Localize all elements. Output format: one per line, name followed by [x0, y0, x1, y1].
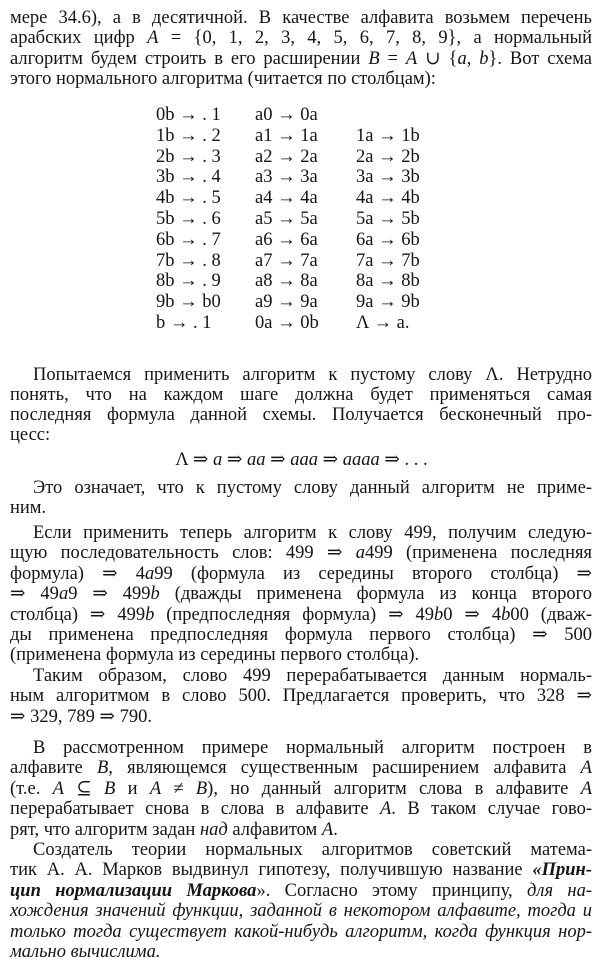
- text-line: [10, 942, 592, 962]
- text-line: [10, 758, 592, 778]
- text-segment: (т.е. A ⊆ B и A ≠ B), но данный алгоритм слова в алфавите A: [10, 778, 592, 799]
- scheme-cell: [356, 251, 456, 272]
- substitution-formula: a7 → 7a: [255, 250, 318, 271]
- substitution-formula: 9b → b0: [156, 292, 221, 313]
- substitution-formula: a6 → 6a: [255, 229, 318, 250]
- scheme-cell: [156, 313, 255, 334]
- substitution-formula: Λ → a.: [356, 312, 410, 333]
- substitution-formula: 8a → 8b: [356, 271, 420, 292]
- text-line: [10, 820, 592, 840]
- math-variable: A: [52, 778, 64, 799]
- text-segment: алфавитом A.: [227, 819, 338, 840]
- text-segment: ным алгоритмом в слово 500. Предлагается проверить, что 328 ⇒: [10, 686, 592, 707]
- substitution-formula: 4b → . 5: [156, 188, 221, 209]
- emphasis-term: «Прин-: [532, 860, 592, 881]
- text-line: [10, 686, 592, 706]
- text-line: [10, 779, 592, 799]
- scheme-cell: [255, 126, 356, 147]
- text-segment: рят, что алгоритм задан: [10, 819, 200, 840]
- substitution-formula: 4a → 4b: [356, 188, 420, 209]
- math-variable: A: [379, 799, 392, 820]
- algorithm-scheme: [156, 105, 456, 334]
- paragraph-intro: [10, 8, 592, 89]
- scheme-cell: [255, 313, 356, 334]
- substitution-formula: 2a → 2b: [356, 146, 420, 167]
- text-line: [10, 922, 592, 942]
- math-variable: b: [479, 48, 489, 69]
- scheme-cell: [255, 251, 356, 272]
- math-variable: a: [355, 543, 365, 564]
- math-variable: a: [58, 584, 69, 605]
- scheme-cell: [156, 167, 255, 188]
- substitution-formula: 6a → 6b: [356, 229, 420, 250]
- scheme-row: [156, 230, 456, 251]
- emphasis-term: цип нормализации Маркова: [10, 880, 257, 901]
- text-line: [10, 564, 592, 584]
- math-variable: A: [147, 28, 159, 49]
- scheme-cell: [356, 147, 456, 168]
- text-line: [10, 49, 592, 69]
- scheme-cell: [156, 251, 255, 272]
- scheme-row: [156, 251, 456, 272]
- scheme-cell: [356, 230, 456, 251]
- math-variable: a: [308, 450, 319, 470]
- text-line: [10, 365, 592, 385]
- text-line: [10, 405, 592, 425]
- math-variable: b: [145, 604, 155, 625]
- scheme-row: [156, 105, 456, 126]
- substitution-formula: 3b → . 4: [156, 167, 221, 188]
- formula-text: Λ ⇒ a ⇒ aa ⇒ aaa ⇒ aaaa ⇒ . . .: [175, 450, 428, 470]
- formula-infinite-process: [0, 450, 603, 470]
- scheme-cell: [356, 105, 456, 126]
- text-line: [10, 425, 592, 445]
- text-line: [10, 28, 592, 48]
- text-line: [10, 69, 592, 89]
- paragraph-markov-principle: [10, 738, 592, 962]
- substitution-formula: a5 → 5a: [255, 208, 318, 229]
- scheme-cell: [255, 105, 356, 126]
- text-segment: щую последовательность слов: 499 ⇒ a499 (применена последняя: [10, 543, 592, 564]
- substitution-formula: 9a → 9b: [356, 292, 420, 313]
- text-line: [10, 8, 592, 28]
- math-variable: a: [290, 450, 300, 470]
- substitution-formula: 0b → . 1: [156, 105, 221, 125]
- math-variable: a: [213, 450, 223, 470]
- scheme-cell: [255, 209, 356, 230]
- text-segment: мере 34.6), а в десятичной. В качестве алфавита возьмем перечень: [10, 8, 592, 28]
- text-line: [10, 605, 592, 625]
- substitution-formula: 1a → 1b: [356, 125, 420, 146]
- scheme-cell: [255, 292, 356, 313]
- substitution-formula: a3 → 3a: [255, 167, 318, 188]
- scheme-cell: [255, 271, 356, 292]
- scheme-cell: [156, 105, 255, 126]
- text-line: [10, 498, 592, 518]
- scheme-cell: [356, 188, 456, 209]
- italic-text: для на-: [527, 880, 592, 901]
- text-line: [10, 523, 592, 543]
- italic-text: только тогда существует какой-нибудь алгоритм, когда функция нор-: [10, 921, 592, 942]
- substitution-formula: a4 → 4a: [255, 188, 318, 209]
- scheme-cell: [356, 209, 456, 230]
- text-segment: Таким образом, слово 499 перерабатывается данным нормаль-: [33, 665, 592, 686]
- scheme-cell: [156, 271, 255, 292]
- italic-text: мально вычислима.: [10, 941, 161, 962]
- substitution-formula: a9 → 9a: [255, 292, 318, 313]
- math-variable: a: [247, 450, 257, 470]
- text-line: [10, 625, 592, 645]
- italic-text: хождения значений функции, заданной в некотором алфавите, тогда и: [10, 901, 592, 922]
- text-segment: ним.: [10, 498, 47, 518]
- math-variable: B: [104, 778, 116, 799]
- substitution-formula: 1b → . 2: [156, 125, 221, 146]
- substitution-formula: 8b → . 9: [156, 271, 221, 292]
- scheme-cell: [156, 292, 255, 313]
- text-line: [10, 860, 592, 880]
- math-variable: b: [150, 584, 160, 605]
- scheme-cell: [255, 188, 356, 209]
- text-segment: (применена формула из середины первого столбца).: [10, 645, 420, 666]
- text-segment: ды применена предпоследняя формула первого столбца) ⇒ 500: [10, 624, 592, 645]
- text-segment: перерабатывает снова в слова в алфавите A. В таком случае гово-: [10, 799, 592, 820]
- scheme-cell: [356, 167, 456, 188]
- text-line: [10, 666, 592, 686]
- text-line: [10, 901, 592, 921]
- text-segment: ». Согласно этому принципу,: [256, 880, 528, 901]
- math-variable: A: [321, 819, 334, 840]
- scheme-cell: [156, 147, 255, 168]
- math-variable: a: [361, 450, 371, 470]
- text-segment: столбца) ⇒ 499b (предпоследняя формула) ⇒ 49b0 ⇒ 4b00 (дваж-: [10, 604, 592, 625]
- scheme-row: [156, 126, 456, 147]
- math-variable: a: [256, 450, 266, 470]
- scheme-row: [156, 209, 456, 230]
- scheme-cell: [156, 188, 255, 209]
- text-segment: этого нормального алгоритма (читается по столбцам):: [10, 68, 436, 89]
- math-variable: B: [368, 48, 380, 69]
- text-line: [10, 543, 592, 563]
- math-variable: A: [405, 48, 418, 69]
- text-line: [10, 385, 592, 405]
- math-variable: b: [434, 604, 444, 625]
- math-variable: a: [352, 450, 362, 470]
- text-line: [10, 799, 592, 819]
- text-line: [10, 738, 592, 758]
- scheme-row: [156, 167, 456, 188]
- math-variable: B: [96, 758, 109, 779]
- text-line: [10, 881, 592, 901]
- text-segment: Если применить теперь алгоритм к слову 499, получим следую-: [33, 523, 592, 543]
- text-segment: алгоритм будем строить в его расширении B = A ∪ {a, b}. Вот схема: [10, 48, 593, 69]
- math-variable: a: [145, 563, 155, 584]
- math-variable: A: [580, 758, 592, 779]
- text-line: [10, 478, 592, 498]
- text-segment: последняя формула данной схемы. Получается бесконечный про-: [10, 405, 592, 425]
- scheme-cell: [156, 209, 255, 230]
- substitution-formula: 5b → . 6: [156, 208, 221, 229]
- scheme-cell: [356, 292, 456, 313]
- math-variable: B: [195, 778, 208, 799]
- text-segment: Создатель теории нормальных алгоритмов советский матема-: [33, 839, 592, 860]
- text-segment: тик А. А. Марков выдвинул гипотезу, получившую название: [10, 860, 533, 881]
- substitution-formula: 5a → 5b: [356, 208, 420, 229]
- scheme-row: [156, 292, 456, 313]
- text-segment: цесс:: [10, 425, 51, 445]
- scheme-cell: [356, 126, 456, 147]
- scheme-row: [156, 313, 456, 334]
- scheme-cell: [356, 313, 456, 334]
- text-line: [10, 584, 592, 604]
- text-segment: ⇒ 329, 789 ⇒ 790.: [10, 706, 153, 727]
- scheme-row: [156, 271, 456, 292]
- math-variable: a: [370, 450, 380, 470]
- scheme-row: [156, 188, 456, 209]
- scheme-cell: [156, 230, 255, 251]
- text-line: [10, 645, 592, 665]
- math-variable: A: [580, 778, 592, 799]
- scheme-cell: [255, 230, 356, 251]
- substitution-formula: 7b → . 8: [156, 250, 221, 271]
- text-segment: алфавите B, являющемся существенным расширением алфавита A: [10, 758, 592, 779]
- scheme-cell: [255, 167, 356, 188]
- scheme-cell: [156, 126, 255, 147]
- text-line: [10, 707, 592, 727]
- scheme-row: [156, 147, 456, 168]
- substitution-formula: 7a → 7b: [356, 250, 420, 271]
- scheme-cell: [356, 271, 456, 292]
- text-segment: Это означает, что к пустому слову данный алгоритм не приме-: [33, 478, 592, 498]
- substitution-formula: a1 → 1a: [255, 125, 318, 146]
- math-variable: a: [457, 48, 467, 69]
- substitution-formula: 3a → 3b: [356, 167, 420, 188]
- scheme-cell: [255, 147, 356, 168]
- paragraph-not-applicable: [10, 478, 592, 518]
- substitution-formula: a8 → 8a: [255, 271, 318, 292]
- math-variable: b: [501, 604, 511, 625]
- text-segment: арабских цифр A = {0, 1, 2, 3, 4, 5, 6, 7, 8, 9}, а нормальный: [10, 28, 592, 49]
- substitution-formula: 6b → . 7: [156, 229, 221, 250]
- text-segment: ⇒ 49a9 ⇒ 499b (дважды применена формула из конца второго: [10, 584, 592, 605]
- math-variable: A: [149, 778, 162, 799]
- text-segment: В рассмотренном примере нормальный алгоритм построен в: [33, 738, 592, 758]
- substitution-formula: a2 → 2a: [255, 146, 318, 167]
- paragraph-empty-word: [10, 365, 592, 445]
- substitution-formula: 0a → 0b: [255, 312, 319, 333]
- italic-text: над: [199, 819, 228, 840]
- substitution-formula: b → . 1: [156, 312, 212, 333]
- substitution-formula: a0 → 0a: [255, 105, 318, 125]
- text-segment: формула) ⇒ 4a99 (формула из середины второго столбца) ⇒: [10, 563, 592, 584]
- math-variable: a: [299, 450, 309, 470]
- paragraph-example-499: [10, 523, 592, 727]
- text-line: [10, 840, 592, 860]
- text-segment: Попытаемся применить алгоритм к пустому слову Λ. Нетрудно: [33, 365, 592, 385]
- substitution-formula: 2b → . 3: [156, 146, 221, 167]
- math-variable: a: [342, 450, 353, 470]
- text-segment: понять, что на каждом шаге должна будет применяться самая: [10, 385, 592, 405]
